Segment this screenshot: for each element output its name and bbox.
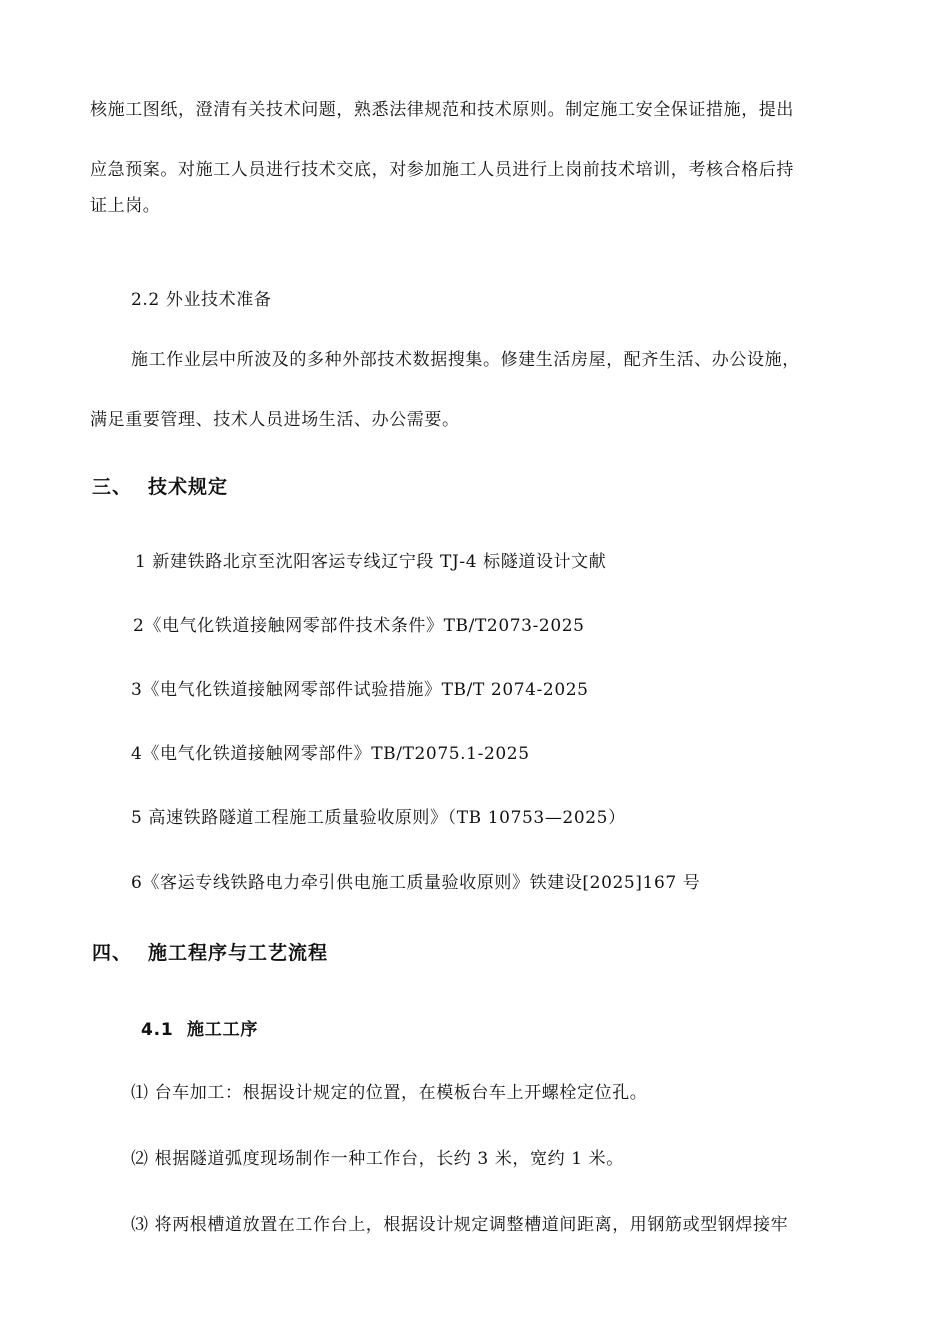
reference-item: 3《电气化铁道接触网零部件试验措施》TB/T 2074-2025 (131, 680, 589, 700)
paragraph-line: 满足重要管理、技术人员进场生活、办公需要。 (90, 410, 460, 430)
section-number: 四、 (92, 942, 133, 964)
paragraph-line: 证上岗。 (90, 196, 161, 216)
process-step: ⑵ 根据隧道弧度现场制作一种工作台，长约 3 米，宽约 1 米。 (131, 1149, 624, 1169)
section-title: 技术规定 (148, 476, 229, 498)
process-step: ⑶ 将两根槽道放置在工作台上，根据设计规定调整槽道间距离，用钢筋或型钢焊接牢 (131, 1215, 789, 1235)
process-step: ⑴ 台车加工：根据设计规定的位置，在模板台车上开螺栓定位孔。 (131, 1083, 648, 1103)
paragraph-line: 核施工图纸，澄清有关技术问题，熟悉法律规范和技术原则。制定施工安全保证措施，提出 (90, 100, 794, 120)
reference-item: 2《电气化铁道接触网零部件技术条件》TB/T2073-2025 (133, 616, 585, 636)
subsection-4-1-heading (141, 1019, 258, 1041)
section-title: 施工程序与工艺流程 (148, 942, 329, 964)
section-2-2-title: 2.2 外业技术准备 (131, 290, 272, 310)
section-3-heading (92, 475, 228, 499)
reference-item: 5 高速铁路隧道工程施工质量验收原则》（TB 10753—2025） (131, 808, 626, 828)
reference-item: 4《电气化铁道接触网零部件》TB/T2075.1-2025 (131, 744, 530, 764)
section-number: 三、 (92, 476, 133, 498)
subsection-title: 施工工序 (187, 1020, 259, 1040)
section-4-heading (92, 941, 328, 965)
paragraph-line: 施工作业层中所波及的多种外部技术数据搜集。修建生活房屋，配齐生活、办公设施， (131, 350, 800, 370)
subsection-number: 4.1 (141, 1020, 174, 1040)
paragraph-line: 应急预案。对施工人员进行技术交底，对参加施工人员进行上岗前技术培训，考核合格后持 (90, 160, 794, 180)
reference-item: 6《客运专线铁路电力牵引供电施工质量验收原则》铁建设[2025]167 号 (131, 873, 701, 893)
reference-item: 1 新建铁路北京至沈阳客运专线辽宁段 TJ-4 标隧道设计文献 (135, 552, 607, 572)
